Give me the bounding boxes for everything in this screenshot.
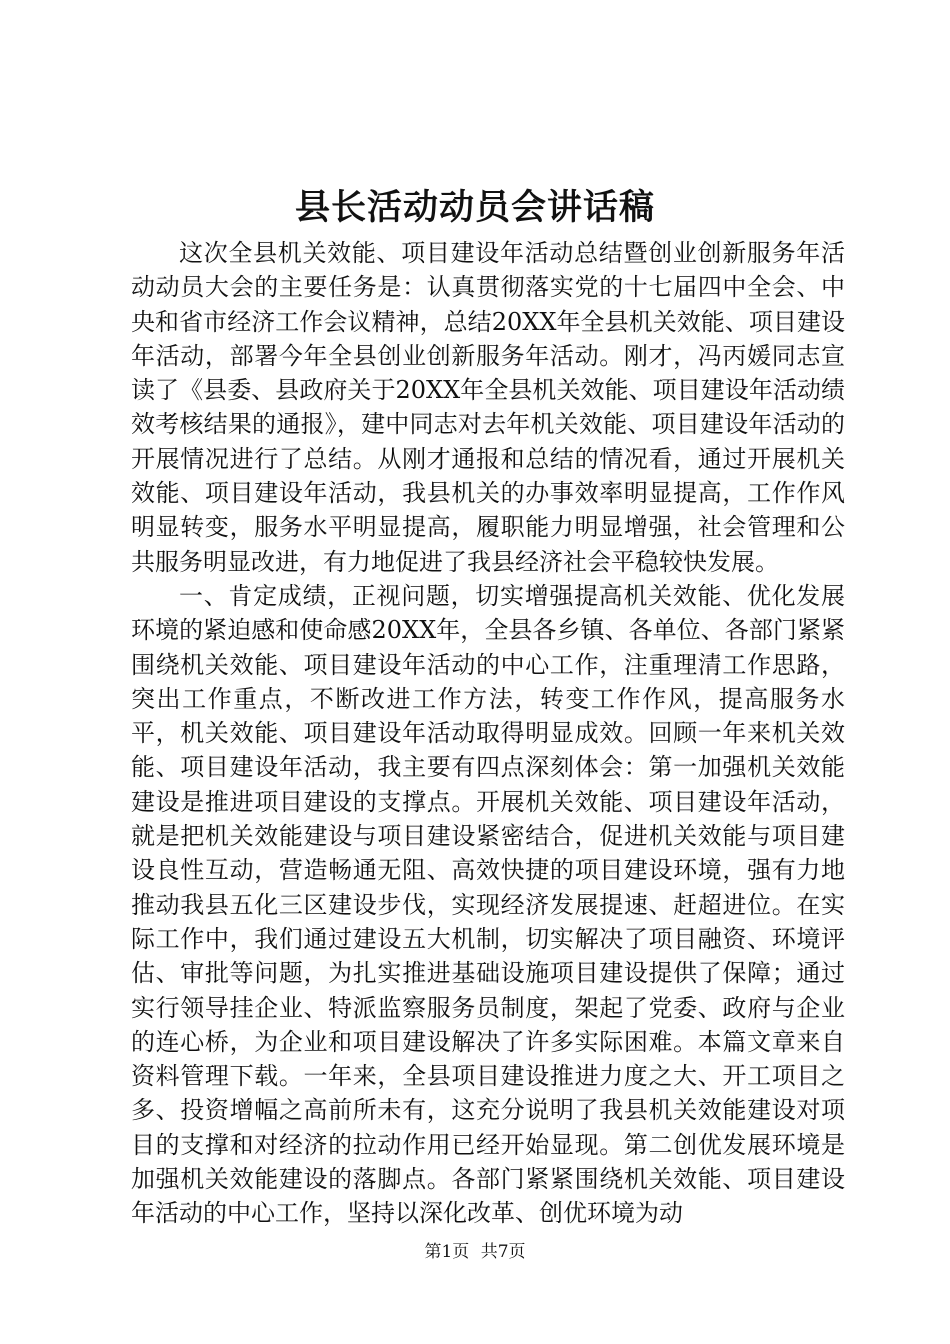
document-title: 县长活动动员会讲话稿 xyxy=(294,187,655,228)
page-total: 共7页 xyxy=(480,1242,526,1262)
paragraph: 这次全县机关效能、项目建设年活动总结暨创业创新服务年活动动员大会的主要任务是：认真贯彻落实党的十七届四中全会、中央和省市经济工作会议精神，总结20XX年全县机关效能、项目建设年活动，部署今年全县创业创新服务年活动。刚才，冯丙媛同志宣读了《县委、县政府关于20XX年全县机关效能、项目建设年活动绩效考核结果的通报》，建中同志对去年机关效能、项目建设年活动的开展情况进行了总结。从刚才通报和总结的情况看，通过开展机关效能、项目建设年活动，我县机关的办事效率明显提高，工作作风明显转变，服务水平明显提高，履职能力明显增强，社会管理和公共服务明显改进，有力地促进了我县经济社会平稳较快发展。 xyxy=(131,239,845,576)
paragraph: 一、肯定成绩，正视问题，切实增强提高机关效能、优化发展环境的紧迫感和使命感20XX年，全县各乡镇、各单位、各部门紧紧围绕机关效能、项目建设年活动的中心工作，注重理清工作思路，突出工作重点，不断改进工作方法，转变工作作风，提高服务水平，机关效能、项目建设年活动取得明显成效。回顾一年来机关效能、项目建设年活动，我主要有四点深刻体会：第一加强机关效能建设是推进项目建设的支撑点。开展机关效能、项目建设年活动，就是把机关效能建设与项目建设紧密结合，促进机关效能与项目建设良性互动，营造畅通无阻、高效快捷的项目建设环境，强有力地推动我县五化三区建设步伐，实现经济发展提速、赶超进位。在实际工作中，我们通过建设五大机制，切实解决了项目融资、环境评估、审批等问题，为扎实推进基础设施项目建设提供了保障；通过实行领导挂企业、特派监察服务员制度，架起了党委、政府与企业的连心桥，为企业和项目建设解决了许多实际困难。本篇文章来自资料管理下载。一年来，全县项目建设推进力度之大、开工项目之多、投资增幅之高前所未有，这充分说明了我县机关效能建设对项目的支撑和对经济的拉动作用已经开始显现。第二创优发展环境是加强机关效能建设的落脚点。各部门紧紧围绕机关效能、项目建设年活动的中心工作，坚持以深化改革、创优环境为动 xyxy=(131,581,845,1228)
page-footer xyxy=(0,1240,950,1264)
document-body xyxy=(131,236,845,1231)
page-number: 第1页 xyxy=(424,1242,470,1262)
